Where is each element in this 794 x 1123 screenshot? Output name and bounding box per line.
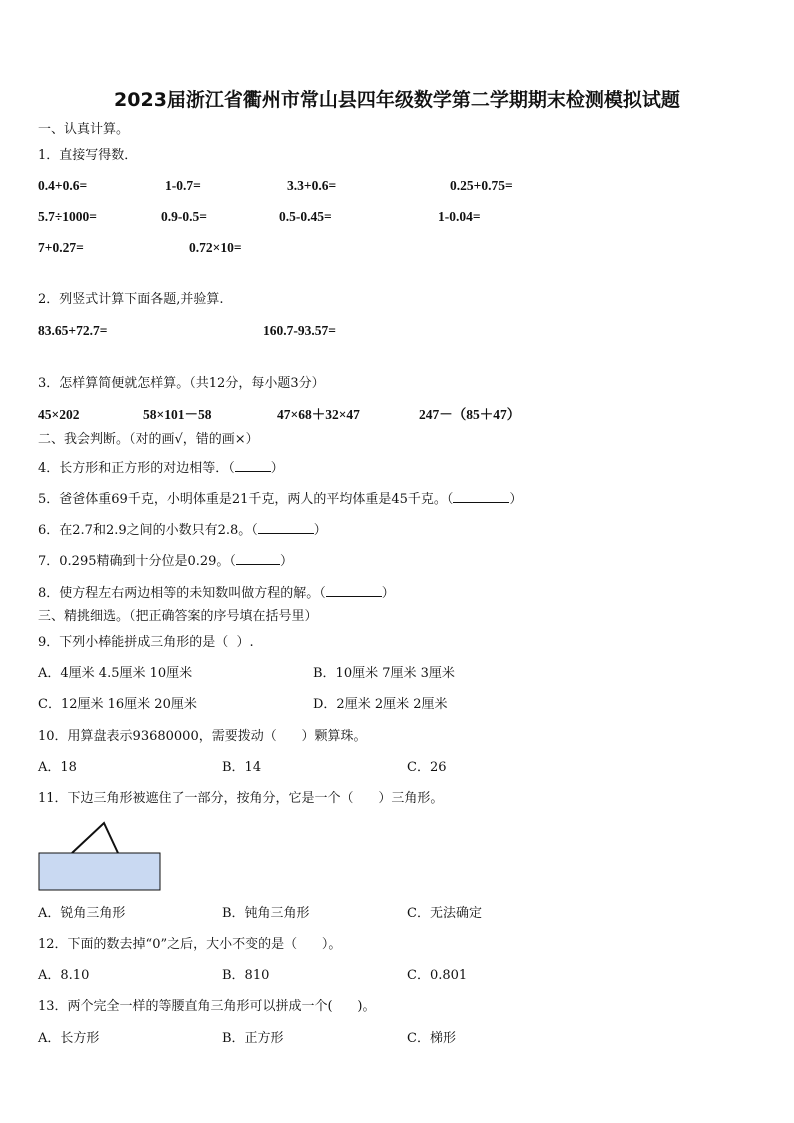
answer-blank[interactable] [236,551,280,565]
q6-text: 6．在2.7和2.9之间的小数只有2.8。（ [38,523,258,538]
covered-triangle-figure [38,820,164,892]
q3-label: 3．怎样算简便就怎样算。（共12分，每小题3分） [38,376,325,391]
option-a[interactable]: A．8.10 [38,968,90,983]
q7-line [38,551,293,571]
page-title: 2023届浙江省衢州市常山县四年级数学第二学期期末检测模拟试题 [114,89,680,111]
q12-label: 12．下面的数去掉“0”之后，大小不变的是（ ）。 [38,937,342,952]
calc-item: 0.4+0.6= [38,178,88,193]
q1-label: 1．直接写得数． [38,148,138,163]
calc-item: 247－（85＋47） [419,407,521,422]
option-a[interactable]: A．长方形 [38,1031,100,1046]
answer-blank[interactable] [235,458,271,472]
option-c[interactable]: C．梯形 [407,1031,456,1046]
option-d[interactable]: D．2厘米 2厘米 2厘米 [313,697,448,712]
calc-item: 45×202 [38,407,80,422]
option-b[interactable]: B．正方形 [222,1031,284,1046]
calc-item: 1-0.04= [438,209,481,224]
q7-close: ） [279,554,293,569]
q11-label: 11．下边三角形被遮住了一部分，按角分，它是一个（ ）三角形。 [38,791,444,806]
cover-rectangle [39,853,160,890]
section2-heading: 二、我会判断。（对的画√，错的画×） [38,432,259,447]
q8-text: 8．使方程左右两边相等的未知数叫做方程的解。（ [38,586,326,601]
option-b[interactable]: B．钝角三角形 [222,906,310,921]
section1-heading: 一、认真计算。 [38,122,130,137]
q5-line [38,489,522,509]
q5-text: 5．爸爸体重69千克，小明体重是21千克，两人的平均体重是45千克。（ [38,492,454,507]
option-c[interactable]: C．0.801 [407,968,468,983]
option-a[interactable]: A．4厘米 4.5厘米 10厘米 [38,666,193,681]
calc-item: 58×101－58 [143,407,212,422]
option-b[interactable]: B．10厘米 7厘米 3厘米 [313,666,455,681]
q6-close: ） [313,523,327,538]
q9-label: 9．下列小棒能拼成三角形的是（ ）. [38,635,254,650]
q4-text: 4．长方形和正方形的对边相等．（ [38,461,235,476]
option-c[interactable]: C．26 [407,760,447,775]
calc-item: 47×68＋32×47 [277,407,360,422]
calc-item: 0.5-0.45= [279,209,332,224]
option-b[interactable]: B．14 [222,760,262,775]
q2-label: 2．列竖式计算下面各题,并验算. [38,292,224,307]
q6-line [38,520,327,540]
calc-item: 3.3+0.6= [287,178,337,193]
q4-line [38,458,284,478]
answer-blank[interactable] [453,489,509,503]
calc-item: 160.7-93.57= [263,323,336,338]
q8-line [38,583,395,603]
calc-item: 7+0.27= [38,240,84,255]
calc-item: 0.25+0.75= [450,178,513,193]
q8-close: ） [381,586,395,601]
option-b[interactable]: B．810 [222,968,270,983]
section3-heading: 三、精挑细选。（把正确答案的序号填在括号里） [38,609,318,624]
calc-item: 5.7÷1000= [38,209,97,224]
q13-label: 13．两个完全一样的等腰直角三角形可以拼成一个( )。 [38,999,376,1014]
option-a[interactable]: A．18 [38,760,77,775]
calc-item: 1-0.7= [165,178,201,193]
q7-text: 7．0.295精确到十分位是0.29。（ [38,554,236,569]
q10-label: 10．用算盘表示93680000，需要拨动（ ）颗算珠。 [38,729,367,744]
option-c[interactable]: C．12厘米 16厘米 20厘米 [38,697,197,712]
answer-blank[interactable] [258,520,314,534]
q4-close: ） [270,461,284,476]
q5-close: ） [509,492,523,507]
calc-item: 83.65+72.7= [38,323,108,338]
option-c[interactable]: C．无法确定 [407,906,482,921]
option-a[interactable]: A．锐角三角形 [38,906,126,921]
answer-blank[interactable] [326,583,382,597]
calc-item: 0.9-0.5= [161,209,207,224]
calc-item: 0.72×10= [189,240,242,255]
triangle-visible-sides [72,823,118,853]
